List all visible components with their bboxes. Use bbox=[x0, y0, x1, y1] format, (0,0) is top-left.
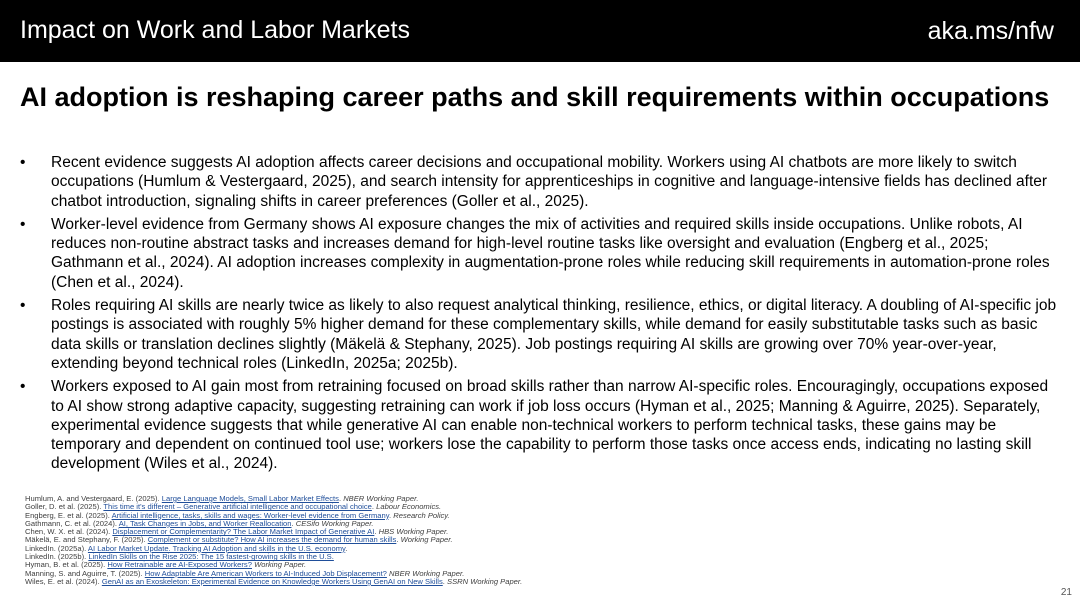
reference-link[interactable]: GenAI as an Exoskeleton: Experimental Evidence on Knowledge Workers Using GenAI on New Skills bbox=[101, 577, 443, 586]
reference-link[interactable]: Large Language Models, Small Labor Market Effects bbox=[161, 495, 339, 503]
bullet-item bbox=[20, 296, 1060, 373]
reference-authors: Manning, S. and Aguirre, T. (2025). bbox=[25, 569, 143, 578]
reference-authors: Humlum, A. and Vestergaard, E. (2025). bbox=[25, 495, 160, 503]
reference-authors: LinkedIn. (2025a). bbox=[25, 544, 87, 553]
reference-authors: Chen, W. X. et al. (2024). bbox=[25, 528, 111, 537]
slide-title: AI adoption is reshaping career paths and skill requirements within occupations bbox=[20, 82, 1050, 112]
bullet-point-icon: • bbox=[20, 297, 26, 315]
reference-authors: LinkedIn. (2025b). bbox=[25, 553, 87, 562]
reference-venue: Working Paper. bbox=[254, 561, 307, 570]
reference-venue: CESifo Working Paper. bbox=[295, 519, 374, 528]
reference-authors: Goller, D. et al. (2025). bbox=[25, 503, 102, 512]
reference-venue: HBS Working Paper. bbox=[378, 528, 449, 537]
reference-link[interactable]: Artificial intelligence, tasks, skills and wages: Worker-level evidence from Germany bbox=[111, 511, 389, 520]
reference-authors: Wiles, E. et al. (2024). bbox=[25, 577, 100, 586]
bullet-point-icon: • bbox=[20, 154, 26, 171]
reference-link[interactable]: How Retrainable are AI-Exposed Workers? bbox=[107, 561, 252, 570]
reference-authors: Hyman, B. et al. (2025). bbox=[25, 561, 106, 570]
reference-item: Gathmann, C. et al. (2024). AI, Task Changes in Jobs, and Worker Reallocation. CESifo Working Paper. bbox=[25, 519, 374, 528]
reference-item bbox=[25, 553, 1025, 561]
reference-link[interactable]: AI Labor Market Update. Tracking AI Adoption and skills in the U.S. economy bbox=[87, 544, 346, 553]
header-link[interactable]: aka.ms/nfw bbox=[927, 17, 1054, 45]
reference-authors: Engberg, E. et al. (2025). bbox=[25, 511, 110, 520]
bullet-text: Worker-level evidence from Germany shows AI exposure changes the mix of activities and required skills inside occupations. Unlike robots, AI reduces non-routine abstract tasks and increases demand for high-level routine tasks like oversight and evaluation (Engberg et al., 2025; Gathmann et al., 2024). AI adoption increases complexity in augmentation-prone roles while reducing skill requirements in automation-prone roles (Chen et al., 2024). bbox=[51, 215, 1050, 291]
header-bar bbox=[0, 0, 1080, 62]
reference-link[interactable]: Displacement or Complementarity? The Labor Market Impact of Generative AI bbox=[112, 528, 375, 537]
reference-venue: NBER Working Paper. bbox=[389, 569, 465, 578]
reference-item: LinkedIn. (2025a). AI Labor Market Update. Tracking AI Adoption and skills in the U.S. economy. bbox=[25, 544, 348, 553]
reference-item: Humlum, A. and Vestergaard, E. (2025). Large Language Models, Small Labor Market Effects. NBER Working Paper. bbox=[25, 495, 419, 503]
reference-item bbox=[25, 561, 1025, 569]
reference-venue: Research Policy. bbox=[393, 511, 450, 520]
reference-item: Chen, W. X. et al. (2024). Displacement or Complementarity? The Labor Market Impact of Generative AI. HBS Working Paper. bbox=[25, 528, 449, 537]
reference-venue: NBER Working Paper. bbox=[343, 495, 419, 503]
reference-item: Mäkelä, E. and Stephany, F. (2025). Complement or substitute? How AI increases the demand for human skills. Working Paper. bbox=[25, 536, 453, 545]
reference-authors: Mäkelä, E. and Stephany, F. (2025). bbox=[25, 536, 146, 545]
reference-link[interactable]: Complement or substitute? How AI increases the demand for human skills bbox=[147, 536, 397, 545]
bullet-text: Roles requiring AI skills are nearly twice as likely to also request analytical thinking, resilience, ethics, or digital literacy. A doubling of AI-specific job postings is associated with roughly 5% higher demand for these complementary skills, while demand for easily substitutable tasks such as basic data skills or translation declines slightly (Mäkelä & Stephany, 2025). Job postings requiring AI skills are growing over 70% year-over-year, extending beyond technical roles (LinkedIn, 2025a; 2025b). bbox=[51, 297, 1057, 372]
reference-venue: SSRN Working Paper. bbox=[447, 577, 523, 586]
bullet-list bbox=[20, 153, 1060, 478]
bullet-point-icon: • bbox=[20, 215, 26, 233]
reference-item: Goller, D. et al. (2025). This time it's different – Generative artificial intelligence and occupational choice. Labour Economics. bbox=[25, 503, 442, 512]
bullet-text: Workers exposed to AI gain most from retraining focused on broad skills rather than narrow AI-specific roles. Encouragingly, occupations exposed to AI show strong adaptive capacity, suggesting retraining can work if job loss occurs (Hyman et al., 2025; Manning & Aguirre, 2025). Separately, experimental evidence suggests that while generative AI can enable non-technical workers to perform technical tasks, these gains may be temporary and dependent on continued tool use; workers lose the capability to perform those tasks once access ends, indicating no lasting skill development (Wiles et al., 2024). bbox=[51, 378, 1049, 473]
bullet-point-icon: • bbox=[20, 378, 26, 396]
section-title: Impact on Work and Labor Markets bbox=[20, 16, 410, 44]
reference-link[interactable]: How Adaptable Are American Workers to AI-Induced Job Displacement? bbox=[144, 569, 387, 578]
bullet-item bbox=[20, 377, 1060, 473]
page-number: 21 bbox=[1060, 587, 1072, 598]
reference-link[interactable]: LinkedIn Skills on the Rise 2025: The 15 fastest-growing skills in the U.S. bbox=[88, 553, 334, 562]
reference-venue: Working Paper. bbox=[400, 536, 453, 545]
references bbox=[25, 495, 1025, 586]
reference-venue: Labour Economics. bbox=[376, 503, 442, 512]
bullet-item bbox=[20, 215, 1060, 292]
reference-authors: Gathmann, C. et al. (2024). bbox=[25, 519, 118, 528]
reference-item: Wiles, E. et al. (2024). GenAI as an Exoskeleton: Experimental Evidence on Knowledge Workers Using GenAI on New Skills. SSRN Working Paper. bbox=[25, 577, 523, 586]
reference-link[interactable]: AI, Task Changes in Jobs, and Worker Reallocation bbox=[118, 519, 292, 528]
reference-item: Engberg, E. et al. (2025). Artificial intelligence, tasks, skills and wages: Worker-level evidence from Germany. Research Policy. bbox=[25, 511, 450, 520]
bullet-item bbox=[20, 153, 1060, 211]
bullet-text: Recent evidence suggests AI adoption affects career decisions and occupational mobility. Workers using AI chatbots are more likely to switch occupations (Humlum & Vestergaard, 2025), and search intensity for apprenticeships in cognitive and language-intensive fields has declined after chatbot introduction, signaling shifts in career preferences (Goller et al., 2025). bbox=[51, 154, 1048, 210]
reference-link[interactable]: This time it's different – Generative artificial intelligence and occupational choice bbox=[103, 503, 372, 512]
reference-item bbox=[25, 570, 1025, 578]
